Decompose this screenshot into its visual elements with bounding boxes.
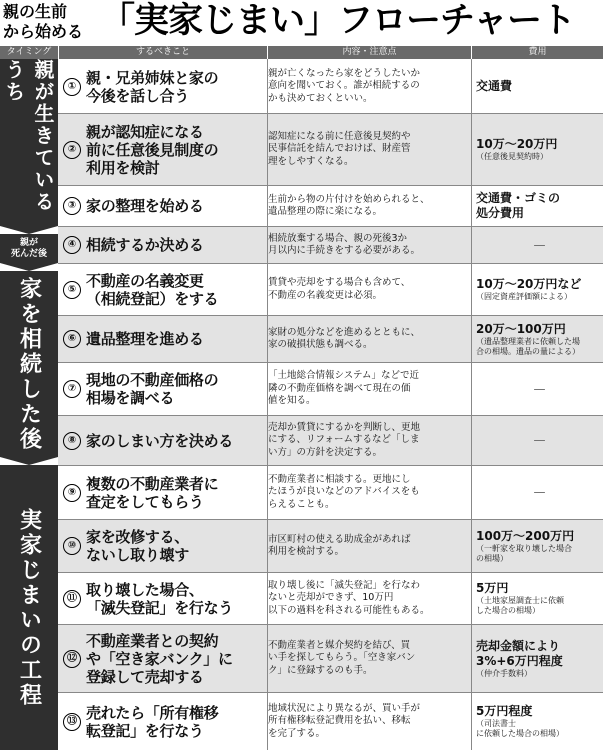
table-row bbox=[58, 186, 603, 226]
table-row bbox=[58, 264, 603, 315]
phase-arrow bbox=[0, 226, 58, 234]
note-text: 地域状況により異なるが、買い手が 所有権移転登記費用を払い、移転 を完了する。 bbox=[268, 702, 421, 739]
column-divider bbox=[471, 59, 472, 750]
step-number: ⑬ bbox=[63, 713, 81, 731]
header-cost: 費用 bbox=[472, 46, 603, 59]
note-text: 不動産業者と媒介契約を結び、買 い手を探してもらう。「空き家バン ク」に登録するのも手。 bbox=[268, 639, 416, 676]
cost-note: （遺品整理業者に依頼した場 合の相場。遺品の量による） bbox=[476, 336, 580, 356]
table-row bbox=[58, 114, 603, 185]
phase-arrow bbox=[0, 457, 58, 465]
table-row bbox=[58, 363, 603, 415]
cost-text: 10万〜20万円 bbox=[476, 137, 558, 151]
task-label: 複数の不動産業者に 査定をしてもらう bbox=[86, 474, 219, 511]
phase-after-death-line2: 死んだ後 bbox=[10, 248, 47, 259]
task-label: 家の整理を始める bbox=[86, 197, 204, 215]
cost-text: 20万〜100万円 bbox=[476, 321, 566, 336]
note-text: 認知症になる前に任意後見契約や 民事信託を結んでおけば、財産管 理をしやすくなる。 bbox=[268, 130, 411, 167]
phase-process bbox=[0, 465, 58, 750]
task-label: 遺品整理を進める bbox=[86, 330, 204, 348]
cost-note: （仲介手数料） bbox=[476, 668, 532, 678]
step-number: ⑪ bbox=[63, 590, 81, 608]
step-number: ⑩ bbox=[63, 537, 81, 555]
note-text: 親が亡くなったら家をどうしたいか 意向を聞いておく。誰が相続するの かも決めておくといい。 bbox=[268, 67, 421, 104]
step-number: ⑤ bbox=[63, 281, 81, 299]
table-row bbox=[58, 227, 603, 263]
page-title: 「実家じまい」フローチャート bbox=[100, 1, 575, 41]
step-number: ③ bbox=[63, 197, 81, 215]
cost-text: 売却金額により 3%+6万円程度 bbox=[476, 638, 563, 668]
header-timing: タイミング bbox=[0, 46, 58, 59]
cost-text: 10万〜20万円など bbox=[476, 277, 582, 291]
task-label: 親が認知症になる 前に任意後見制度の 利用を検討 bbox=[86, 122, 219, 177]
table-row bbox=[58, 693, 603, 750]
note-text: 賃貸や売却をする場合も含めて、 不動産の名義変更は必須。 bbox=[268, 277, 411, 301]
cost-note: （任意後見契約時） bbox=[476, 152, 548, 161]
phase-after-death bbox=[0, 234, 58, 263]
header-note: 内容・注意点 bbox=[268, 46, 471, 59]
cost-text: 100万〜200万円 bbox=[476, 528, 575, 543]
note-text: 「土地総合情報システム」などで近 隣の不動産価格を調べて現在の価 値を知る。 bbox=[268, 370, 420, 407]
step-number: ⑧ bbox=[63, 432, 81, 450]
phase-arrow bbox=[0, 263, 58, 271]
step-number: ⑫ bbox=[63, 650, 81, 668]
step-number: ⑥ bbox=[63, 330, 81, 348]
cost-text: 5万円 bbox=[476, 581, 509, 595]
task-label: 家を改修する、 ないし取り壊す bbox=[86, 528, 189, 564]
task-label: 不動産業者との契約 や「空き家バンク」に 登録して売却する bbox=[86, 631, 233, 686]
step-number: ④ bbox=[63, 236, 81, 254]
table-row bbox=[58, 466, 603, 519]
cost-note: （司法書士 に依頼した場合の相場） bbox=[476, 719, 564, 738]
table-row bbox=[58, 416, 603, 465]
header-task: するべきこと bbox=[59, 46, 267, 59]
cost-note: （固定資産評価額による） bbox=[476, 292, 572, 301]
title-subtitle bbox=[3, 2, 83, 42]
step-number: ⑦ bbox=[63, 380, 81, 398]
cost-note: （一軒家を取り壊した場合 の相場） bbox=[476, 543, 572, 563]
title-bar bbox=[0, 0, 603, 46]
step-number: ① bbox=[63, 78, 81, 96]
task-label: 家のしまい方を決める bbox=[86, 431, 234, 450]
cost-text: 交通費 bbox=[476, 79, 513, 93]
note-text: 不動産業者に相談する。更地にし たほうが良いなどのアドバイスをも らえることも。 bbox=[268, 473, 420, 510]
task-label: 現地の不動産価格の 相場を調べる bbox=[86, 371, 219, 407]
task-label: 相続するか決める bbox=[86, 236, 204, 254]
title-subtitle-line2: から始める bbox=[3, 22, 84, 41]
cost-note: （土地家屋調査士に依頼 した場合の相場） bbox=[476, 596, 564, 615]
cost-text: 5万円程度 bbox=[476, 704, 533, 718]
task-label: 親・兄弟姉妹と家の 今後を話し合う bbox=[86, 68, 219, 105]
cost-text: 交通費・ゴミの 処分費用 bbox=[476, 191, 561, 220]
note-text: 家財の処分などを進めるとともに、 家の破損状態も調べる。 bbox=[268, 326, 421, 350]
table-row bbox=[58, 316, 603, 362]
title-subtitle-line1: 親の生前 bbox=[3, 2, 68, 21]
phase-after-death-line1: 親が bbox=[19, 237, 38, 248]
phase-alive bbox=[0, 59, 58, 226]
cost-text: — bbox=[533, 237, 546, 252]
note-text: 取り壊し後に「滅失登記」を行なわ ないと売却ができず、10万円 以下の過料を科される可能性もある。 bbox=[268, 579, 430, 616]
task-label: 不動産の名義変更 （相続登記）をする bbox=[86, 271, 219, 308]
note-text: 市区町村の使える助成金があれば 利用を検討する。 bbox=[268, 533, 411, 557]
phase-after-inherit-label: 家を相続した後 bbox=[16, 276, 42, 452]
table-row bbox=[58, 573, 603, 624]
note-text: 相続放棄する場合、親の死後3か 月以内に手続きをする必要がある。 bbox=[268, 232, 421, 256]
cost-text: — bbox=[533, 485, 546, 499]
task-label: 売れたら「所有権移 転登記」を行なう bbox=[86, 703, 219, 740]
task-label: 取り壊した場合、 「滅失登記」を行なう bbox=[86, 580, 234, 617]
phase-after-inherit bbox=[0, 271, 58, 457]
phase-alive-label: 親が生きているうち bbox=[2, 59, 55, 213]
step-number: ⑨ bbox=[63, 484, 81, 502]
column-divider bbox=[267, 59, 268, 750]
table-row bbox=[58, 520, 603, 572]
cost-text: — bbox=[533, 433, 546, 447]
phase-process-label: 実家じまいの工程 bbox=[16, 507, 42, 708]
step-number: ② bbox=[63, 141, 81, 159]
cost-text: — bbox=[533, 381, 546, 396]
table-row bbox=[58, 60, 603, 113]
note-text: 売却か賃貸にするかを判断し、更地 にする、リフォームするなど「しま い方」の方針を決定する。 bbox=[268, 421, 421, 458]
table-row bbox=[58, 625, 603, 692]
note-text: 生前から物の片付けを始められると、 遺品整理の際に楽になる。 bbox=[268, 193, 430, 217]
